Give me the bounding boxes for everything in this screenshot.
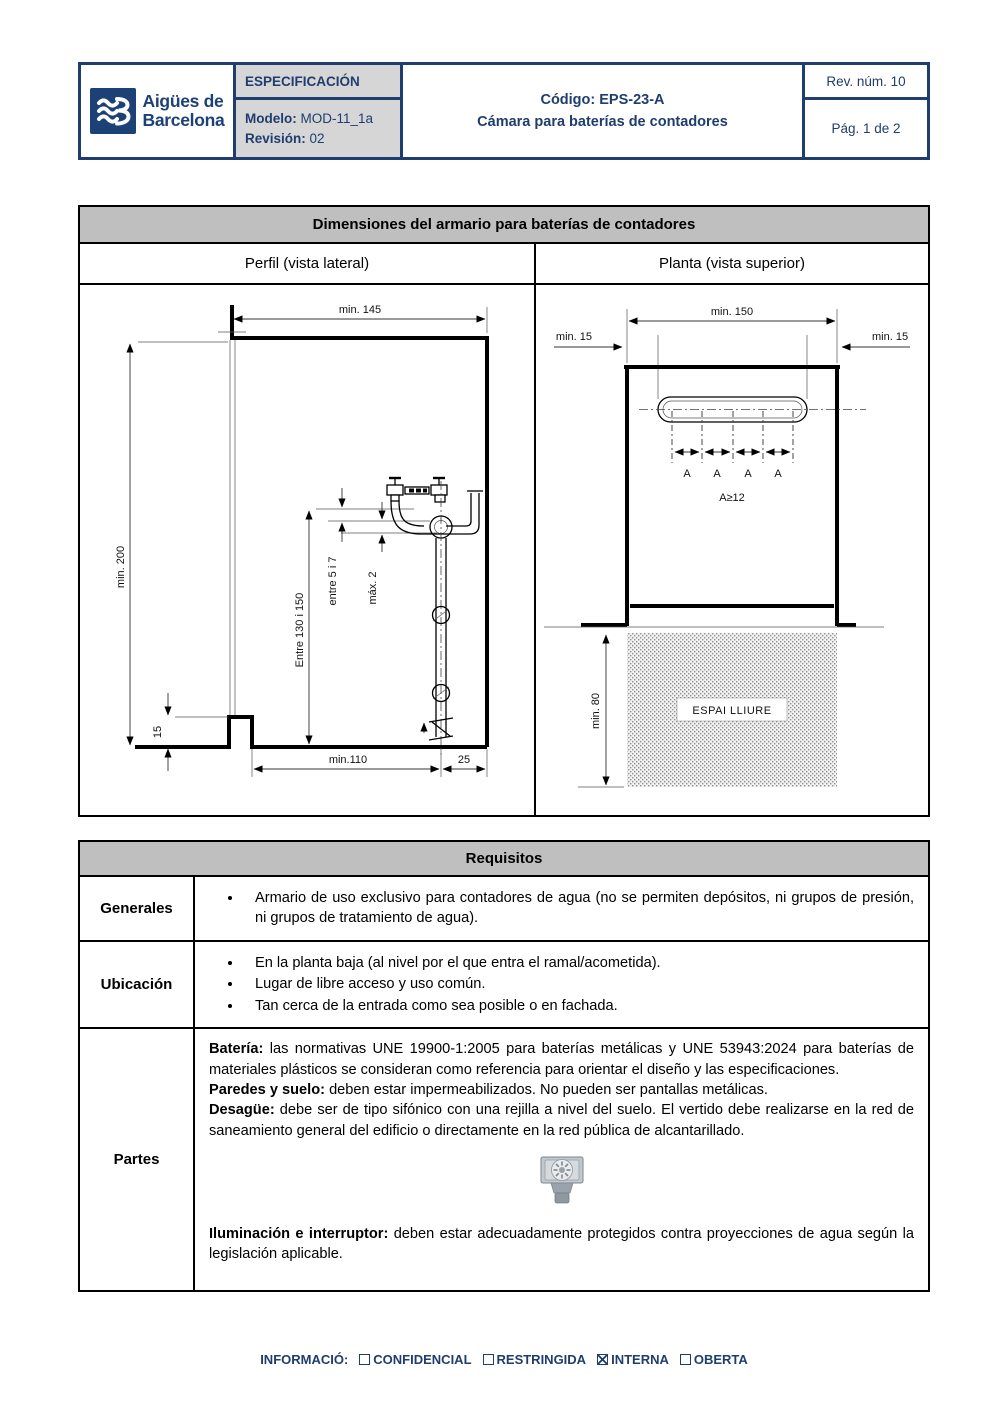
ubicacion-label: Ubicación	[79, 941, 194, 1028]
spec-cell	[233, 65, 403, 157]
dim-min-150: min. 150	[710, 306, 754, 318]
dim-max-2: máx. 2	[367, 571, 379, 605]
partes-bateria: Batería: las normativas UNE 19900-1:2005 para baterías metálicas y UNE 53943:2024 para baterías de materiales plásticos se consideran como referencia para orientar el diseño y las especificaciones.	[209, 1041, 914, 1078]
partes-paredes: Paredes y suelo: deben estar impermeabilizados. No pueden ser pantallas metálicas.	[209, 1081, 768, 1098]
label-a3: A	[744, 468, 752, 480]
dim-entre-5-7: entre 5 i 7	[327, 556, 339, 606]
partes-iluminacion: Iluminación e interruptor: deben estar adecuadamente protegidos contra proyecciones de agua según la legislación aplicable.	[209, 1225, 914, 1263]
perfil-header: Perfil (vista lateral)	[80, 244, 536, 283]
generales-bullet-1: • Armario de uso exclusivo para contadores de agua (no se permiten depósitos, ni grupos de presión, ni grupos de tratamiento de agua).	[243, 888, 914, 929]
rev-number: Rev. núm. 10	[805, 65, 927, 100]
ubicacion-bullet-1: • En la planta baja (al nivel por el que entra el ramal/acometida).	[243, 953, 914, 973]
revision-cell	[802, 65, 927, 157]
drain-illustration	[209, 1155, 914, 1213]
page-number: Pág. 1 de 2	[831, 121, 901, 136]
aigues-barcelona-logo-icon	[90, 88, 136, 134]
row-ubicacion	[79, 941, 929, 1028]
dim-min-200: min. 200	[115, 545, 127, 589]
generales-content	[194, 876, 929, 941]
row-partes	[79, 1028, 929, 1291]
ubicacion-content	[194, 941, 929, 1028]
document-title: Cámara para baterías de contadores	[477, 114, 728, 130]
footer-item-restringida: RESTRINGIDA	[483, 1352, 587, 1367]
checkbox-interna-icon	[597, 1354, 608, 1365]
document-code: Código: EPS-23-A	[540, 92, 665, 108]
checkbox-restringida-icon	[483, 1354, 494, 1365]
partes-desague: Desagüe: debe ser de tipo sifónico con una rejilla a nivel del suelo. El vertido debe realizarse en la red de saneamiento general del edificio o directamente en la red pública de alcantarillado.	[209, 1102, 914, 1139]
requisitos-title: Requisitos	[79, 841, 929, 876]
footer-label: INFORMACIÓ:	[260, 1352, 349, 1367]
logo	[81, 65, 233, 157]
checkbox-oberta-icon	[680, 1354, 691, 1365]
dim-15: 15	[152, 725, 164, 739]
footer-item-oberta: OBERTA	[680, 1352, 748, 1367]
partes-content	[194, 1028, 929, 1291]
dim-min-15-left: min. 15	[555, 331, 592, 343]
label-a4: A	[774, 468, 782, 480]
label-a1: A	[683, 468, 691, 480]
document-header	[78, 62, 930, 160]
dim-min-80: min. 80	[590, 692, 602, 730]
label-a-min-12: A≥12	[719, 492, 745, 504]
row-generales	[79, 876, 929, 941]
logo-wordmark: Aigües de Barcelona	[142, 91, 225, 130]
planta-drawing	[536, 285, 928, 815]
dim-entre-130-150: Entre 130 i 150	[294, 592, 306, 668]
dim-min-15-right: min. 15	[872, 331, 909, 343]
modelo-row: Modelo: MOD-11_1a	[245, 110, 374, 126]
ubicacion-bullet-2: • Lugar de libre acceso y uso común.	[243, 974, 914, 994]
ubicacion-bullet-3: • Tan cerca de la entrada como sea posible o en fachada.	[243, 996, 914, 1016]
footer-item-interna: INTERNA	[597, 1352, 669, 1367]
dim-min-145: min. 145	[338, 304, 382, 316]
document-title-cell	[403, 65, 802, 157]
dim-min-110: min.110	[328, 754, 368, 766]
revision-row: Revisión: 02	[245, 131, 325, 147]
checkbox-confidencial-icon	[359, 1354, 370, 1365]
requisitos-table	[78, 840, 930, 1292]
especificacion-label: ESPECIFICACIÓN	[236, 65, 400, 100]
planta-header: Planta (vista superior)	[659, 255, 805, 272]
perfil-drawing	[80, 285, 536, 815]
classification-footer	[78, 1352, 930, 1367]
partes-label: Partes	[79, 1028, 194, 1291]
label-espai-lliure: ESPAI LLIURE	[692, 705, 772, 717]
footer-item-confidencial: CONFIDENCIAL	[359, 1352, 471, 1367]
floor-drain-icon	[538, 1155, 586, 1207]
generales-label: Generales	[79, 876, 194, 941]
dimensiones-title: Dimensiones del armario para baterías de contadores	[80, 207, 928, 244]
dimensiones-table	[78, 205, 930, 817]
dim-25: 25	[457, 754, 471, 766]
label-a2: A	[713, 468, 721, 480]
